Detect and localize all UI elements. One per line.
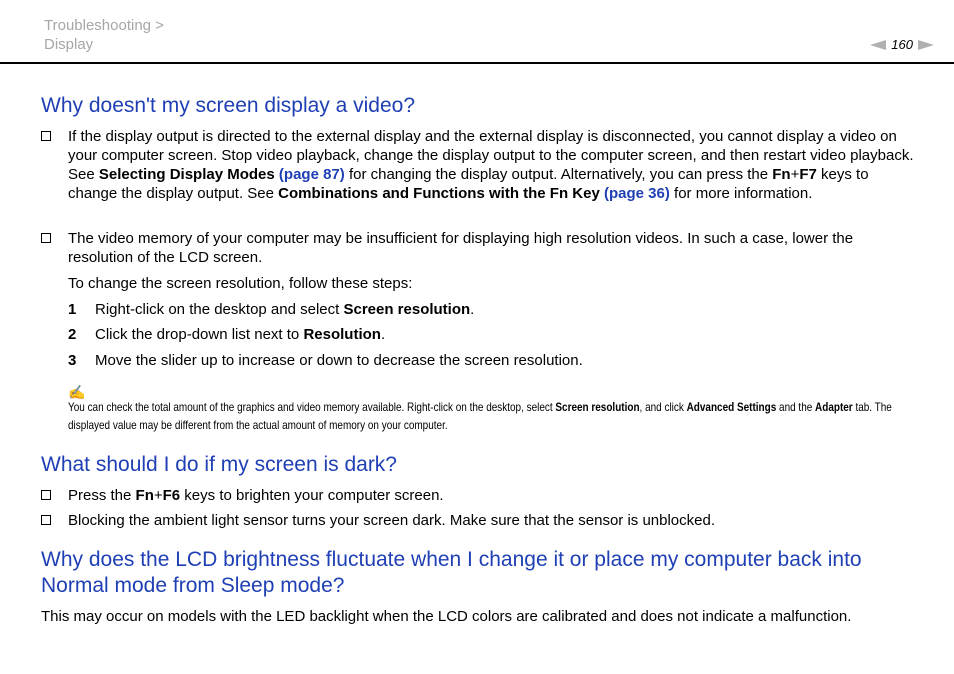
key-f7: F7 (799, 166, 817, 183)
text-run: Right-click on the desktop and select (95, 301, 344, 318)
text-run: for more information. (669, 185, 813, 202)
bold-term: Screen resolution (555, 400, 640, 414)
breadcrumb (44, 16, 164, 54)
note-text (68, 398, 928, 434)
key-f6: F6 (162, 487, 181, 504)
text-run: . (470, 301, 475, 318)
text-run: tab. The displayed value may be different from the actual amount of memory on your computer. (68, 400, 892, 432)
bold-term: Combinations and Functions with the Fn Key (278, 185, 600, 202)
page-navigation (870, 37, 934, 52)
text-run: + (790, 166, 800, 183)
text-run: , and click (639, 400, 687, 414)
pencil-note-icon: ✍ (68, 384, 86, 400)
text-run: keys to brighten your computer screen. (180, 487, 444, 504)
section-heading-video: Why doesn't my screen display a video? (41, 94, 416, 117)
text-run: Click the drop-down list next to (95, 326, 304, 343)
list-item (41, 127, 921, 203)
text-run: for changing the display output. Alternatively, you can press the (344, 166, 773, 183)
bold-term: Screen resolution (343, 301, 471, 318)
prev-page-arrow-icon[interactable] (870, 40, 886, 50)
checkbox-bullet-icon (41, 515, 51, 525)
step-number: 3 (68, 352, 77, 369)
page-link[interactable]: (page 36) (604, 185, 670, 202)
step-item (68, 325, 385, 344)
bold-term: Adapter (815, 400, 853, 414)
header-divider (0, 62, 954, 64)
checkbox-bullet-icon (41, 490, 51, 500)
steps-intro: To change the screen resolution, follow these steps: (68, 275, 413, 292)
text-run: keys to change the display output. See (68, 166, 869, 202)
list-item (41, 486, 921, 505)
section-heading-dark-screen: What should I do if my screen is dark? (41, 453, 397, 476)
key-fn: Fn (772, 166, 791, 183)
next-page-arrow-icon[interactable] (918, 40, 934, 50)
page-link[interactable]: (page 87) (278, 166, 345, 183)
section-heading-brightness: Why does the LCD brightness fluctuate when I change it or place my computer back into Normal mode from Sleep mode? (41, 548, 862, 597)
list-item-text (68, 127, 921, 203)
text-run: You can check the total amount of the graphics and video memory available. Right-click on the desktop, select (68, 400, 556, 414)
list-item-text (68, 486, 921, 505)
text-run: Move the slider up to increase or down to decrease the screen resolution. (95, 352, 583, 369)
checkbox-bullet-icon (41, 131, 51, 141)
step-item (68, 300, 474, 319)
text-run: Press the (68, 487, 136, 504)
step-item (68, 351, 583, 370)
text-run: If the display output is directed to the external display and the external display is disconnected, you cannot display a video on your computer screen. Stop video playback, change the display output to the computer screen, and then restart video playback. See (68, 128, 914, 183)
text-run: . (380, 326, 386, 343)
page-number: 160 (891, 37, 913, 52)
text-run: + (153, 487, 163, 504)
list-item (41, 229, 921, 267)
list-item-text: Blocking the ambient light sensor turns your screen dark. Make sure that the sensor is unblocked. (68, 512, 715, 529)
step-number: 2 (68, 326, 77, 343)
bold-term: Selecting Display Modes (98, 166, 275, 183)
breadcrumb-parent[interactable]: Troubleshooting > (44, 17, 164, 34)
key-fn: Fn (135, 487, 154, 504)
bold-term: Resolution (303, 326, 381, 343)
body-paragraph: This may occur on models with the LED backlight when the LCD colors are calibrated and does not indicate a malfunction. (41, 608, 852, 625)
bold-term: Advanced Settings (686, 400, 777, 414)
text-run: and the (776, 400, 816, 414)
list-item-text: The video memory of your computer may be insufficient for displaying high resolution videos. In such a case, lower the resolution of the LCD screen. (68, 230, 854, 266)
breadcrumb-current: Display (44, 36, 94, 53)
checkbox-bullet-icon (41, 233, 51, 243)
step-number: 1 (68, 301, 77, 318)
list-item (41, 511, 921, 530)
